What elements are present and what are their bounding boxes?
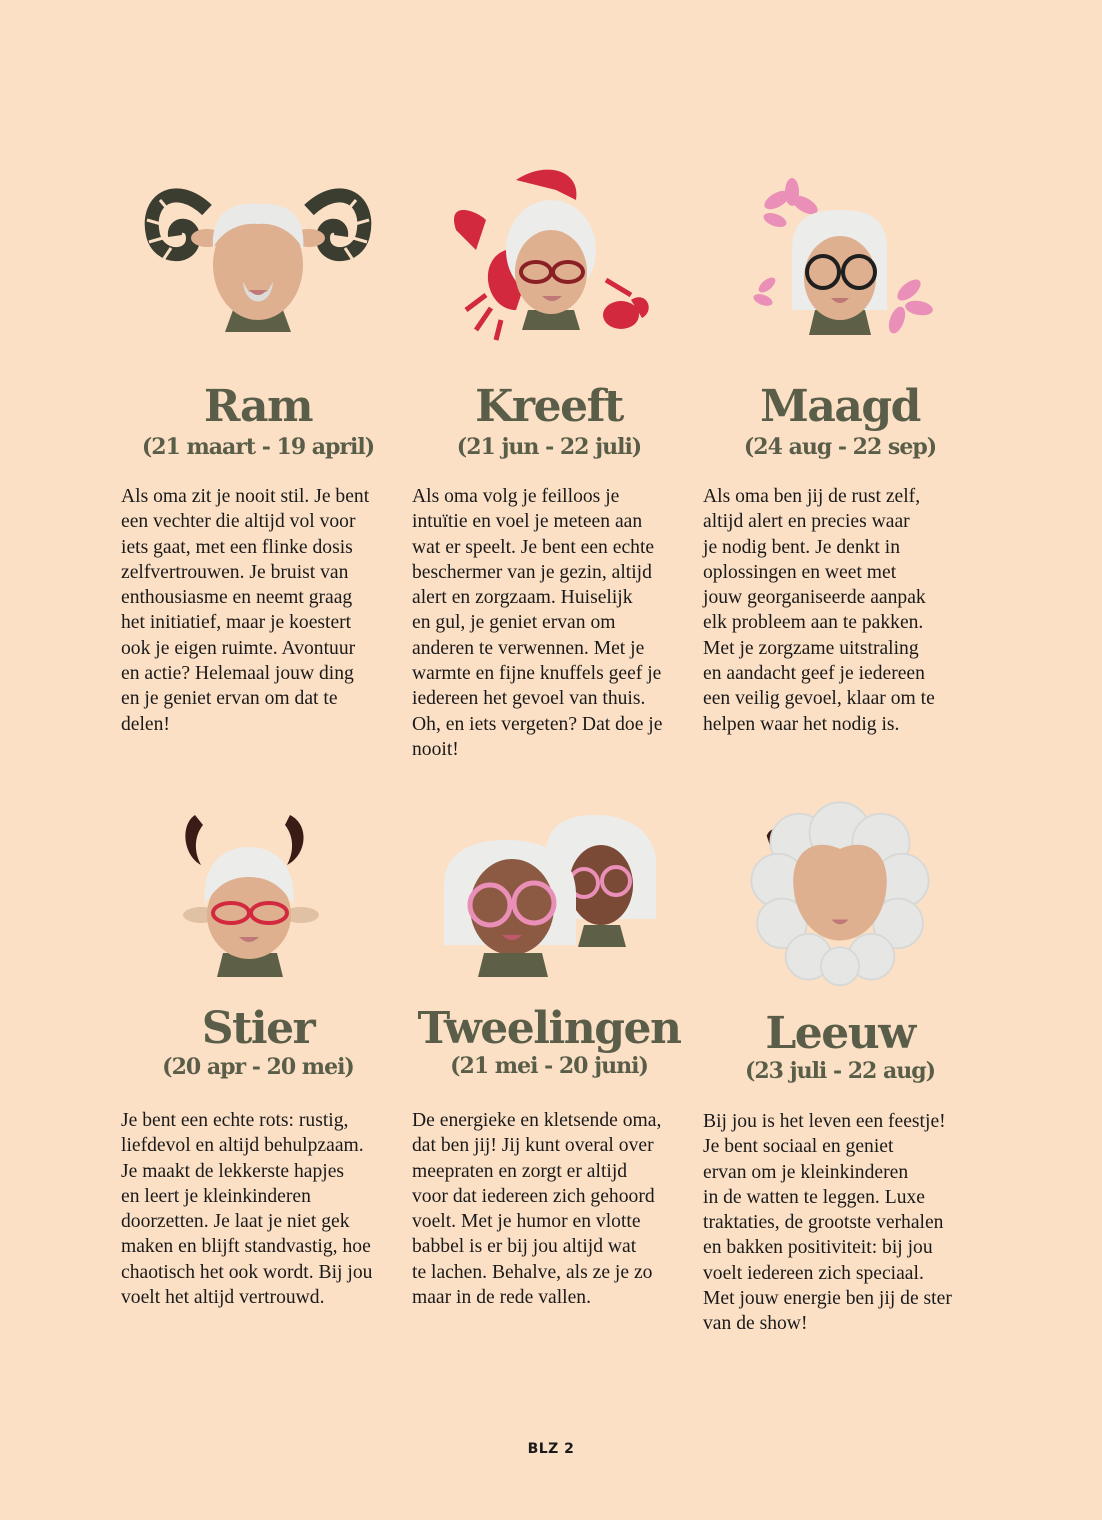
sign-name: Tweelingen	[417, 1003, 681, 1054]
sign-name: Leeuw	[765, 1008, 915, 1059]
sign-description: Bij jou is het leven een feestje! Je bent sociaal en geniet ervan om je kleinkinderen in de watten te leggen. Luxe traktaties, de grootste verhalen en bakken positiviteit: bij jou voelt iedereen zich speciaal. Met jouw energie ben jij de ster van de show!	[703, 1111, 952, 1335]
sign-description: Als oma zit je nooit stil. Je bent een vechter die altijd vol voor iets gaat, met een flinke dosis zelfvertrouwen. Je bruist van enthousiasme en neemt graag het initiatief, maar je koestert ook je eigen ruimte. Avontuur en actie? Helemaal jouw ding en je geniet ervan om dat te delen!	[121, 486, 370, 735]
sign-name: Maagd	[760, 381, 920, 432]
lion-grandma-icon	[697, 790, 983, 990]
ram-grandma-icon	[115, 160, 401, 360]
crab-grandma-icon	[406, 160, 692, 360]
sign-dates: (23 juli - 22 aug)	[744, 1058, 936, 1084]
sign-description: De energieke en kletsende oma, dat ben jij! Jij kunt overal over meepraten en zorgt er altijd voor dat iedereen zich gehoord voelt. Met je humor en vlotte babbel is er bij jou altijd wat te lachen. Behalve, als ze je zo maar in de rede vallen.	[412, 1110, 662, 1309]
sign-description: Je bent een echte rots: rustig, liefdevol en altijd behulpzaam. Je maakt de lekkerste hapjes en leert je kleinkinderen doorzetten. Je laat je niet gek maken en blijft standvastig, hoe chaotisch het ook wordt. Bij jou voelt het altijd vertrouwd.	[121, 1110, 373, 1309]
sign-name: Kreeft	[475, 381, 623, 432]
sign-dates: (21 mei - 20 juni)	[450, 1053, 648, 1079]
sign-description: Als oma ben jij de rust zelf, altijd alert en precies waar je nodig bent. Je denkt in oplossingen en weet met jouw georganiseerde aanpak elk probleem aan te pakken. Met je zorgzame uitstraling en aandacht geef je iedereen een veilig gevoel, klaar om te helpen waar het nodig is.	[703, 486, 935, 735]
sign-dates: (21 jun - 22 juli)	[456, 434, 642, 460]
flower-grandma-icon	[697, 160, 983, 360]
page-number: BLZ 2	[527, 1441, 575, 1457]
sign-dates: (21 maart - 19 april)	[141, 434, 375, 460]
twins-grandma-icon	[406, 790, 692, 990]
sign-dates: (20 apr - 20 mei)	[162, 1054, 354, 1080]
bull-grandma-icon	[115, 790, 401, 990]
sign-name: Ram	[203, 381, 313, 432]
sign-dates: (24 aug - 22 sep)	[743, 434, 937, 460]
sign-name: Stier	[201, 1003, 315, 1054]
sign-description: Als oma volg je feilloos je intuïtie en voel je meteen aan wat er speelt. Je bent een echte beschermer van je gezin, altijd alert en zorgzaam. Huiselijk en gul, je geniet ervan om anderen te verwennen. Met je warmte en fijne knuffels geef je iedereen het gevoel van thuis. Oh, en iets vergeten? Dat doe je nooit!	[412, 486, 663, 760]
